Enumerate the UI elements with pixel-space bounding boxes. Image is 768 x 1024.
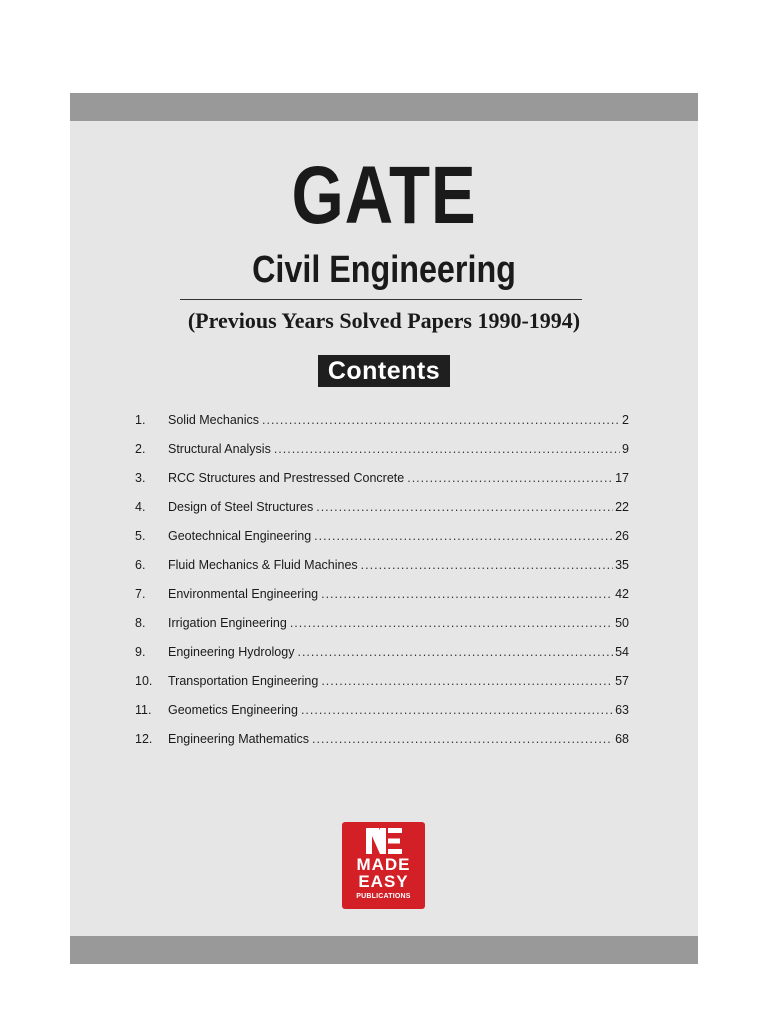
toc-page: 68: [615, 732, 629, 746]
toc-number: 3.: [135, 471, 146, 485]
toc-number: 6.: [135, 558, 146, 572]
contents-label: Contents: [318, 355, 450, 387]
toc-title: Design of Steel Structures: [168, 500, 314, 514]
top-band: [70, 93, 698, 121]
toc-page: 54: [615, 645, 629, 659]
toc-leader: [314, 529, 613, 543]
table-of-contents: [135, 413, 629, 761]
title-divider: [180, 299, 582, 300]
toc-title: RCC Structures and Prestressed Concrete: [168, 471, 405, 485]
book-title: GATE: [291, 150, 477, 241]
toc-page: 2: [622, 413, 629, 427]
toc-leader: [316, 500, 613, 514]
toc-number: 1.: [135, 413, 146, 427]
toc-entry: [135, 703, 629, 732]
toc-page: 35: [615, 558, 629, 572]
toc-number: 7.: [135, 587, 146, 601]
toc-leader: [301, 703, 613, 717]
publisher-logo: [342, 822, 425, 909]
logo-text-easy: EASY: [358, 872, 409, 891]
toc-entry: [135, 616, 629, 645]
toc-title: Irrigation Engineering: [168, 616, 287, 630]
toc-title: Engineering Mathematics: [168, 732, 310, 746]
toc-leader: [361, 558, 613, 572]
book-subtitle: Civil Engineering: [252, 249, 516, 291]
toc-entry: [135, 732, 629, 761]
toc-title: Environmental Engineering: [168, 587, 319, 601]
papers-range: (Previous Years Solved Papers 1990-1994): [187, 308, 581, 333]
toc-leader: [312, 732, 613, 746]
toc-leader: [321, 587, 613, 601]
toc-leader: [297, 645, 613, 659]
toc-title: Fluid Mechanics & Fluid Machines: [168, 558, 358, 572]
toc-leader: [290, 616, 613, 630]
toc-number: 4.: [135, 500, 146, 514]
toc-title: Solid Mechanics: [168, 413, 260, 427]
toc-entry: [135, 471, 629, 500]
bottom-band: [70, 936, 698, 964]
contents-heading: [70, 355, 698, 387]
toc-title: Structural Analysis: [168, 442, 271, 456]
toc-number: 11.: [135, 703, 152, 717]
toc-entry: [135, 645, 629, 674]
toc-entry: [135, 442, 629, 471]
toc-title: Geotechnical Engineering: [168, 529, 312, 543]
toc-page: 63: [615, 703, 629, 717]
logo-text-made: MADE: [356, 855, 411, 874]
toc-title: Engineering Hydrology: [168, 645, 295, 659]
toc-number: 5.: [135, 529, 146, 543]
toc-page: 22: [615, 500, 629, 514]
logo-text-publications: PUBLICATIONS: [356, 893, 411, 900]
toc-leader: [407, 471, 613, 485]
toc-leader: [321, 674, 613, 688]
toc-page: 50: [615, 616, 629, 630]
toc-entry: [135, 500, 629, 529]
toc-title: Geometics Engineering: [168, 703, 298, 717]
toc-number: 8.: [135, 616, 146, 630]
toc-entry: [135, 674, 629, 703]
toc-number: 10.: [135, 674, 153, 688]
toc-leader: [274, 442, 620, 456]
made-easy-mark-icon: [366, 828, 402, 854]
toc-entry: [135, 413, 629, 442]
toc-page: 9: [622, 442, 629, 456]
toc-leader: [262, 413, 620, 427]
toc-number: 9.: [135, 645, 146, 659]
toc-page: 57: [615, 674, 629, 688]
toc-number: 12.: [135, 732, 153, 746]
toc-number: 2.: [135, 442, 146, 456]
toc-page: 17: [615, 471, 629, 485]
toc-page: 26: [615, 529, 629, 543]
toc-entry: [135, 558, 629, 587]
toc-entry: [135, 587, 629, 616]
toc-title: Transportation Engineering: [168, 674, 319, 688]
toc-page: 42: [615, 587, 629, 601]
toc-entry: [135, 529, 629, 558]
cover-page: [70, 93, 698, 964]
